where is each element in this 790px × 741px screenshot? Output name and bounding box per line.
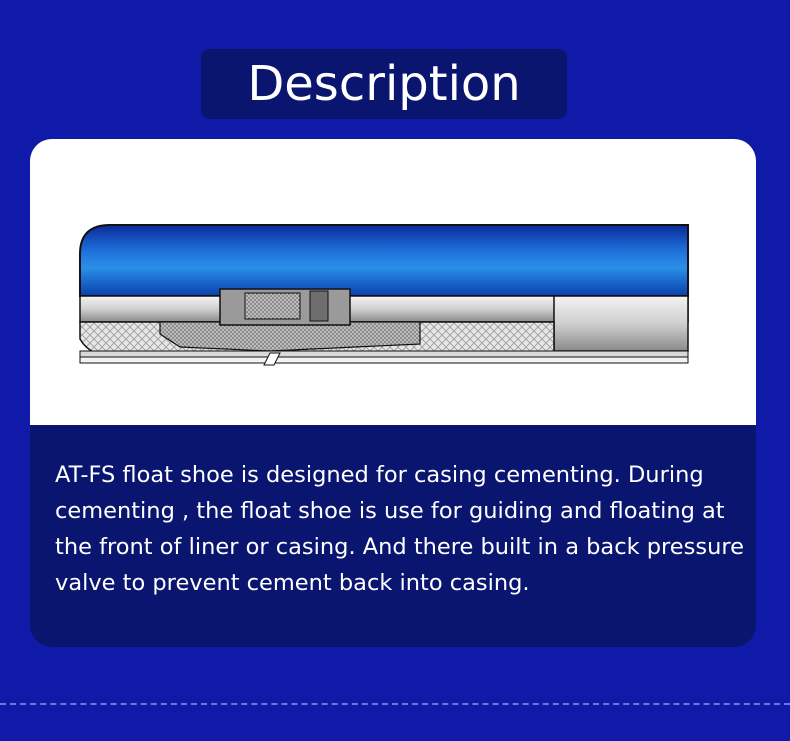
product-illustration-panel bbox=[30, 139, 756, 425]
dashed-divider bbox=[0, 703, 790, 705]
page-title: Description bbox=[247, 56, 521, 112]
float-shoe-cross-section-icon bbox=[30, 139, 756, 425]
title-banner bbox=[201, 49, 567, 119]
description-text: AT-FS float shoe is designed for casing cementing. During cementing , the float shoe is use for guiding and floating at the front of liner or casing. And there built in a back pressure valve to prevent cement back into casing. bbox=[55, 462, 744, 596]
description-card bbox=[30, 139, 756, 647]
